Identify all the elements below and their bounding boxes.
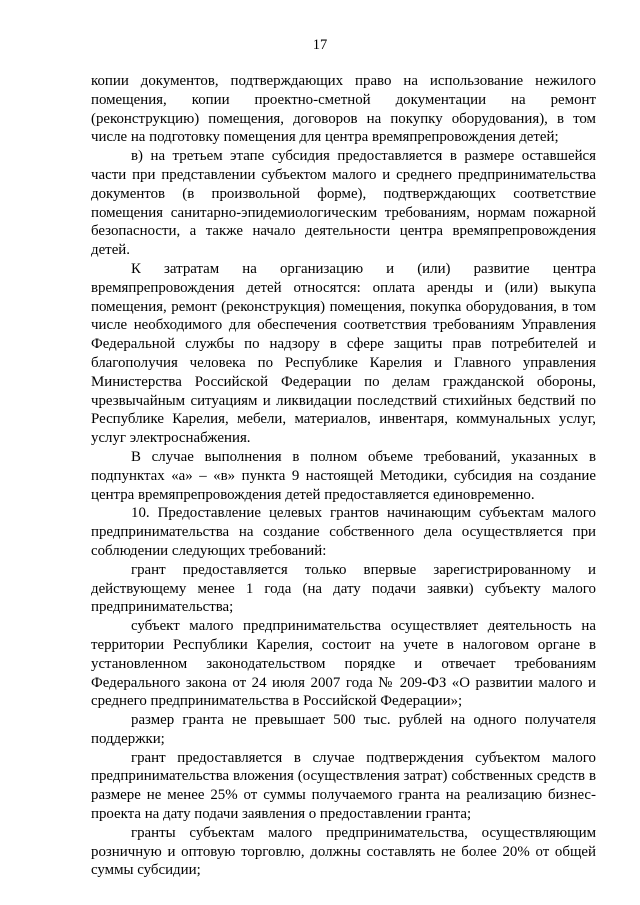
paragraph: грант предоставляется только впервые зарегистрированному и действующему менее 1 года (на дату подачи заявки) субъекту малого предпринимательства; (91, 561, 596, 616)
page-number: 17 (312, 37, 328, 53)
paragraph: 10. Предоставление целевых грантов начинающим субъектам малого предпринимательства на создание собственного дела осуществляется при соблюдении следующих требований: (91, 505, 596, 559)
paragraph: В случае выполнения в полном объеме требований, указанных в подпунктах «а» – «в» пункта 9 настоящей Методики, субсидия на создание центра времяпрепровождения детей предоставляется единовременно. (91, 448, 596, 503)
paragraph: К затратам на организацию и (или) развитие центра времяпрепровождения детей относятся: оплата аренды и (или) выкупа помещения, ремонт (реконструкция) помещения, покупка оборудования, в том числе необходимого для обеспечения соответствия требованиям Управления Федеральной службы по надзору в сфере защиты прав потребителей и благополучия человека по Республике Карелия и Главного управления Министерства Российской Федерации по делам гражданской обороны, чрезвычайным ситуациям и ликвидации последствий стихийных бедствий по Республике Карелия, мебели, материалов, инвентаря, коммунальных услуг, услуг электроснабжения. (91, 260, 596, 447)
paragraph: грант предоставляется в случае подтверждения субъектом малого предпринимательства вложения (осуществления затрат) собственных средств в размере не менее 25% от суммы получаемого гранта на реализацию бизнес-проекта на дату подачи заявления о предоставлении гранта; (91, 749, 596, 823)
paragraph-continuation: копии документов, подтверждающих право на использование нежилого помещения, копии проектно-сметной документации на ремонт (реконструкцию) помещения, договоров на покупку оборудования), в том числе на подготовку помещения для центра времяпрепровождения детей; (91, 73, 596, 146)
document-body (91, 72, 596, 880)
paragraph: размер гранта не превышает 500 тыс. рублей на одного получателя поддержки; (91, 712, 596, 747)
paragraph: субъект малого предпринимательства осуществляет деятельность на территории Республики Карелия, состоит на учете в налоговом органе в установленном законодательством порядке и отвечает требованиям Федерального закона от 24 июля 2007 года № 209-ФЗ «О развитии малого и среднего предпринимательства в Российской Федерации»; (91, 618, 596, 710)
paragraph: в) на третьем этапе субсидия предоставляется в размере оставшейся части при представлении субъектом малого и среднего предпринимательства документов (в произвольной форме), подтверждающих соответствие помещения санитарно-эпидемиологическим требованиям, нормам пожарной безопасности, а также начало деятельности центра времяпрепровождения детей. (91, 148, 596, 259)
paragraph: гранты субъектам малого предпринимательства, осуществляющим розничную и оптовую торговлю, должны составлять не более 20% от общей суммы субсидии; (91, 824, 596, 879)
